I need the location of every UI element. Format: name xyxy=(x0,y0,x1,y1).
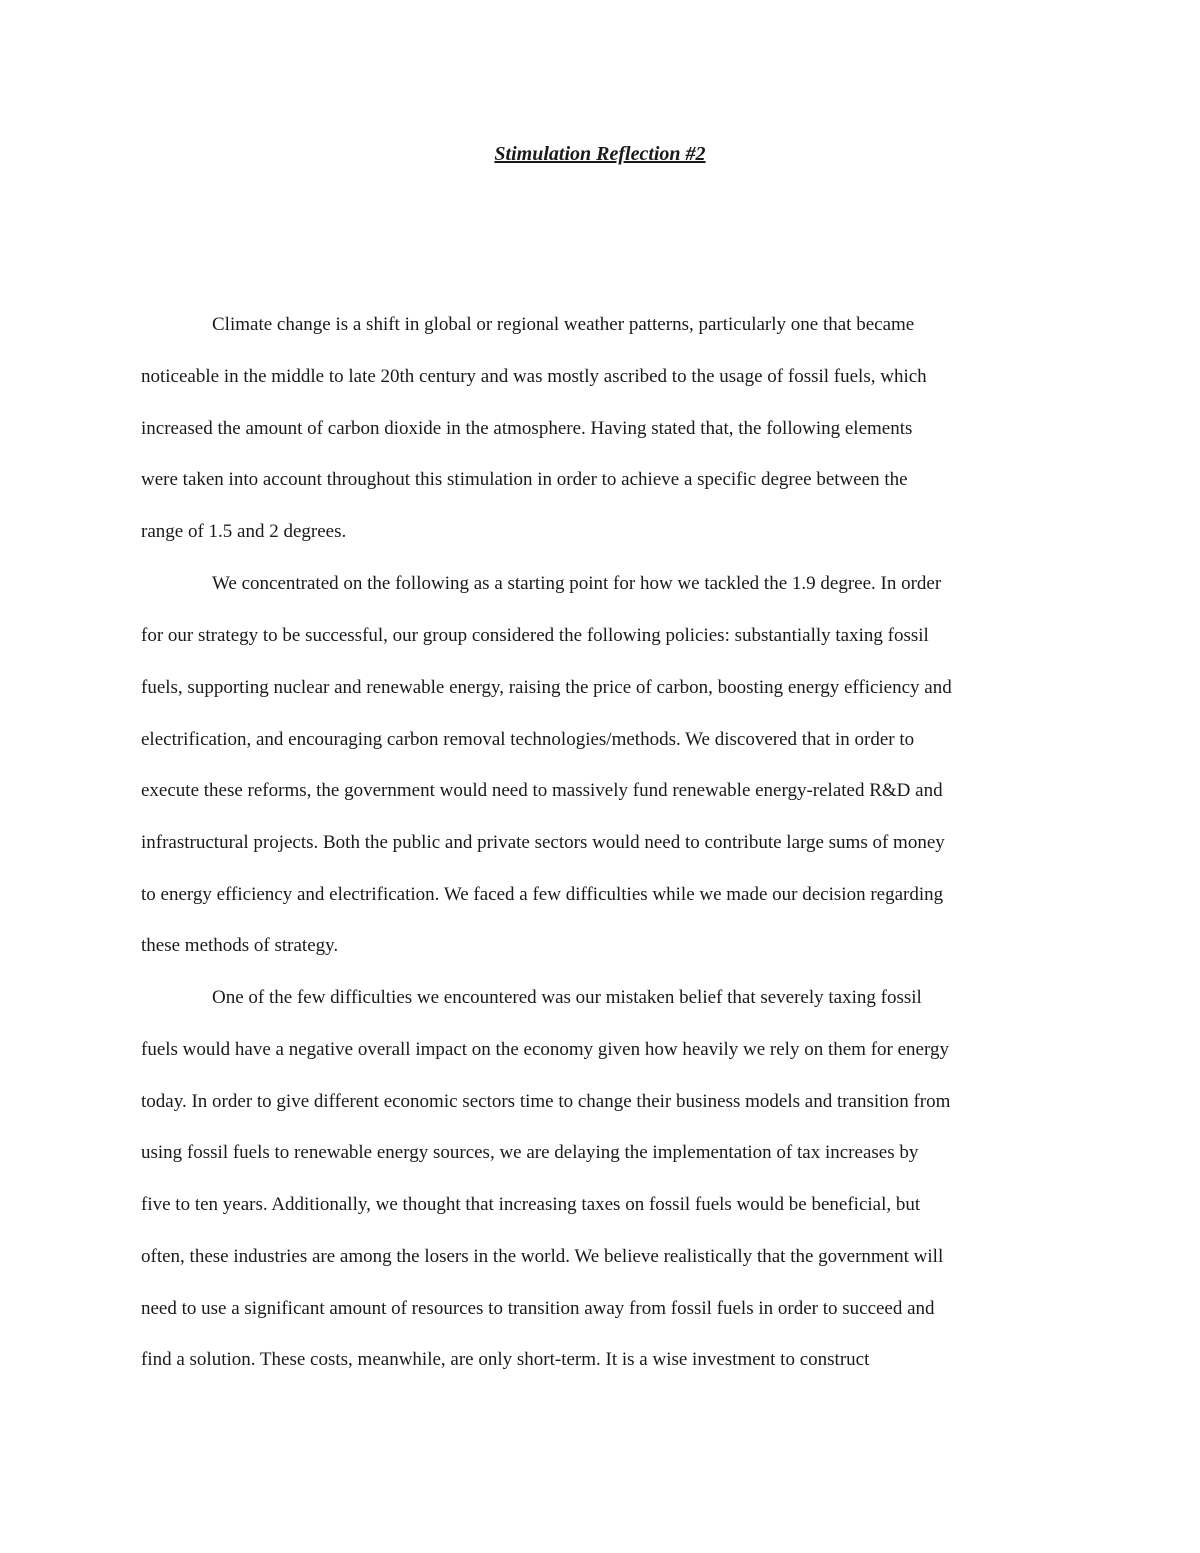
paragraph-3-line-4: using fossil fuels to renewable energy sources, we are delaying the implementation of tax increases by xyxy=(141,1142,919,1163)
paragraph-3-line-5: five to ten years. Additionally, we thought that increasing taxes on fossil fuels would be beneficial, but xyxy=(141,1194,921,1215)
paragraph-1-line-5: range of 1.5 and 2 degrees. xyxy=(141,521,347,542)
paragraph-1-line-1: Climate change is a shift in global or regional weather patterns, particularly one that became xyxy=(212,314,915,335)
paragraph-3-line-1: One of the few difficulties we encountered was our mistaken belief that severely taxing fossil xyxy=(212,987,922,1008)
paragraph-3-line-3: today. In order to give different economic sectors time to change their business models and transition from xyxy=(141,1091,951,1112)
paragraph-2-line-1: We concentrated on the following as a starting point for how we tackled the 1.9 degree. In order xyxy=(212,573,942,594)
paragraph-2-line-8: these methods of strategy. xyxy=(141,935,339,956)
paragraph-2-line-2: for our strategy to be successful, our group considered the following policies: substantially taxing fossil xyxy=(141,625,929,646)
paragraph-3-line-2: fuels would have a negative overall impact on the economy given how heavily we rely on them for energy xyxy=(141,1039,949,1060)
paragraph-2-line-5: execute these reforms, the government would need to massively fund renewable energy-related R&D and xyxy=(141,780,943,801)
document-title: Stimulation Reflection #2 xyxy=(494,143,706,165)
paragraph-3-line-7: need to use a significant amount of resources to transition away from fossil fuels in order to succeed and xyxy=(141,1298,935,1319)
paragraph-2-line-6: infrastructural projects. Both the public and private sectors would need to contribute large sums of money xyxy=(141,832,945,853)
paragraph-2-line-4: electrification, and encouraging carbon removal technologies/methods. We discovered that in order to xyxy=(141,729,915,750)
paragraph-3-line-8: find a solution. These costs, meanwhile, are only short-term. It is a wise investment to construct xyxy=(141,1349,870,1370)
paragraph-2-line-7: to energy efficiency and electrification. We faced a few difficulties while we made our decision regarding xyxy=(141,884,944,905)
paragraph-1-line-3: increased the amount of carbon dioxide in the atmosphere. Having stated that, the following elements xyxy=(141,418,913,439)
paragraph-2-line-3: fuels, supporting nuclear and renewable energy, raising the price of carbon, boosting energy efficiency and xyxy=(141,677,952,698)
paragraph-1-line-4: were taken into account throughout this stimulation in order to achieve a specific degree between the xyxy=(141,469,908,490)
paragraph-3-line-6: often, these industries are among the losers in the world. We believe realistically that the government will xyxy=(141,1246,944,1267)
paragraph-1-line-2: noticeable in the middle to late 20th century and was mostly ascribed to the usage of fossil fuels, which xyxy=(141,366,927,387)
